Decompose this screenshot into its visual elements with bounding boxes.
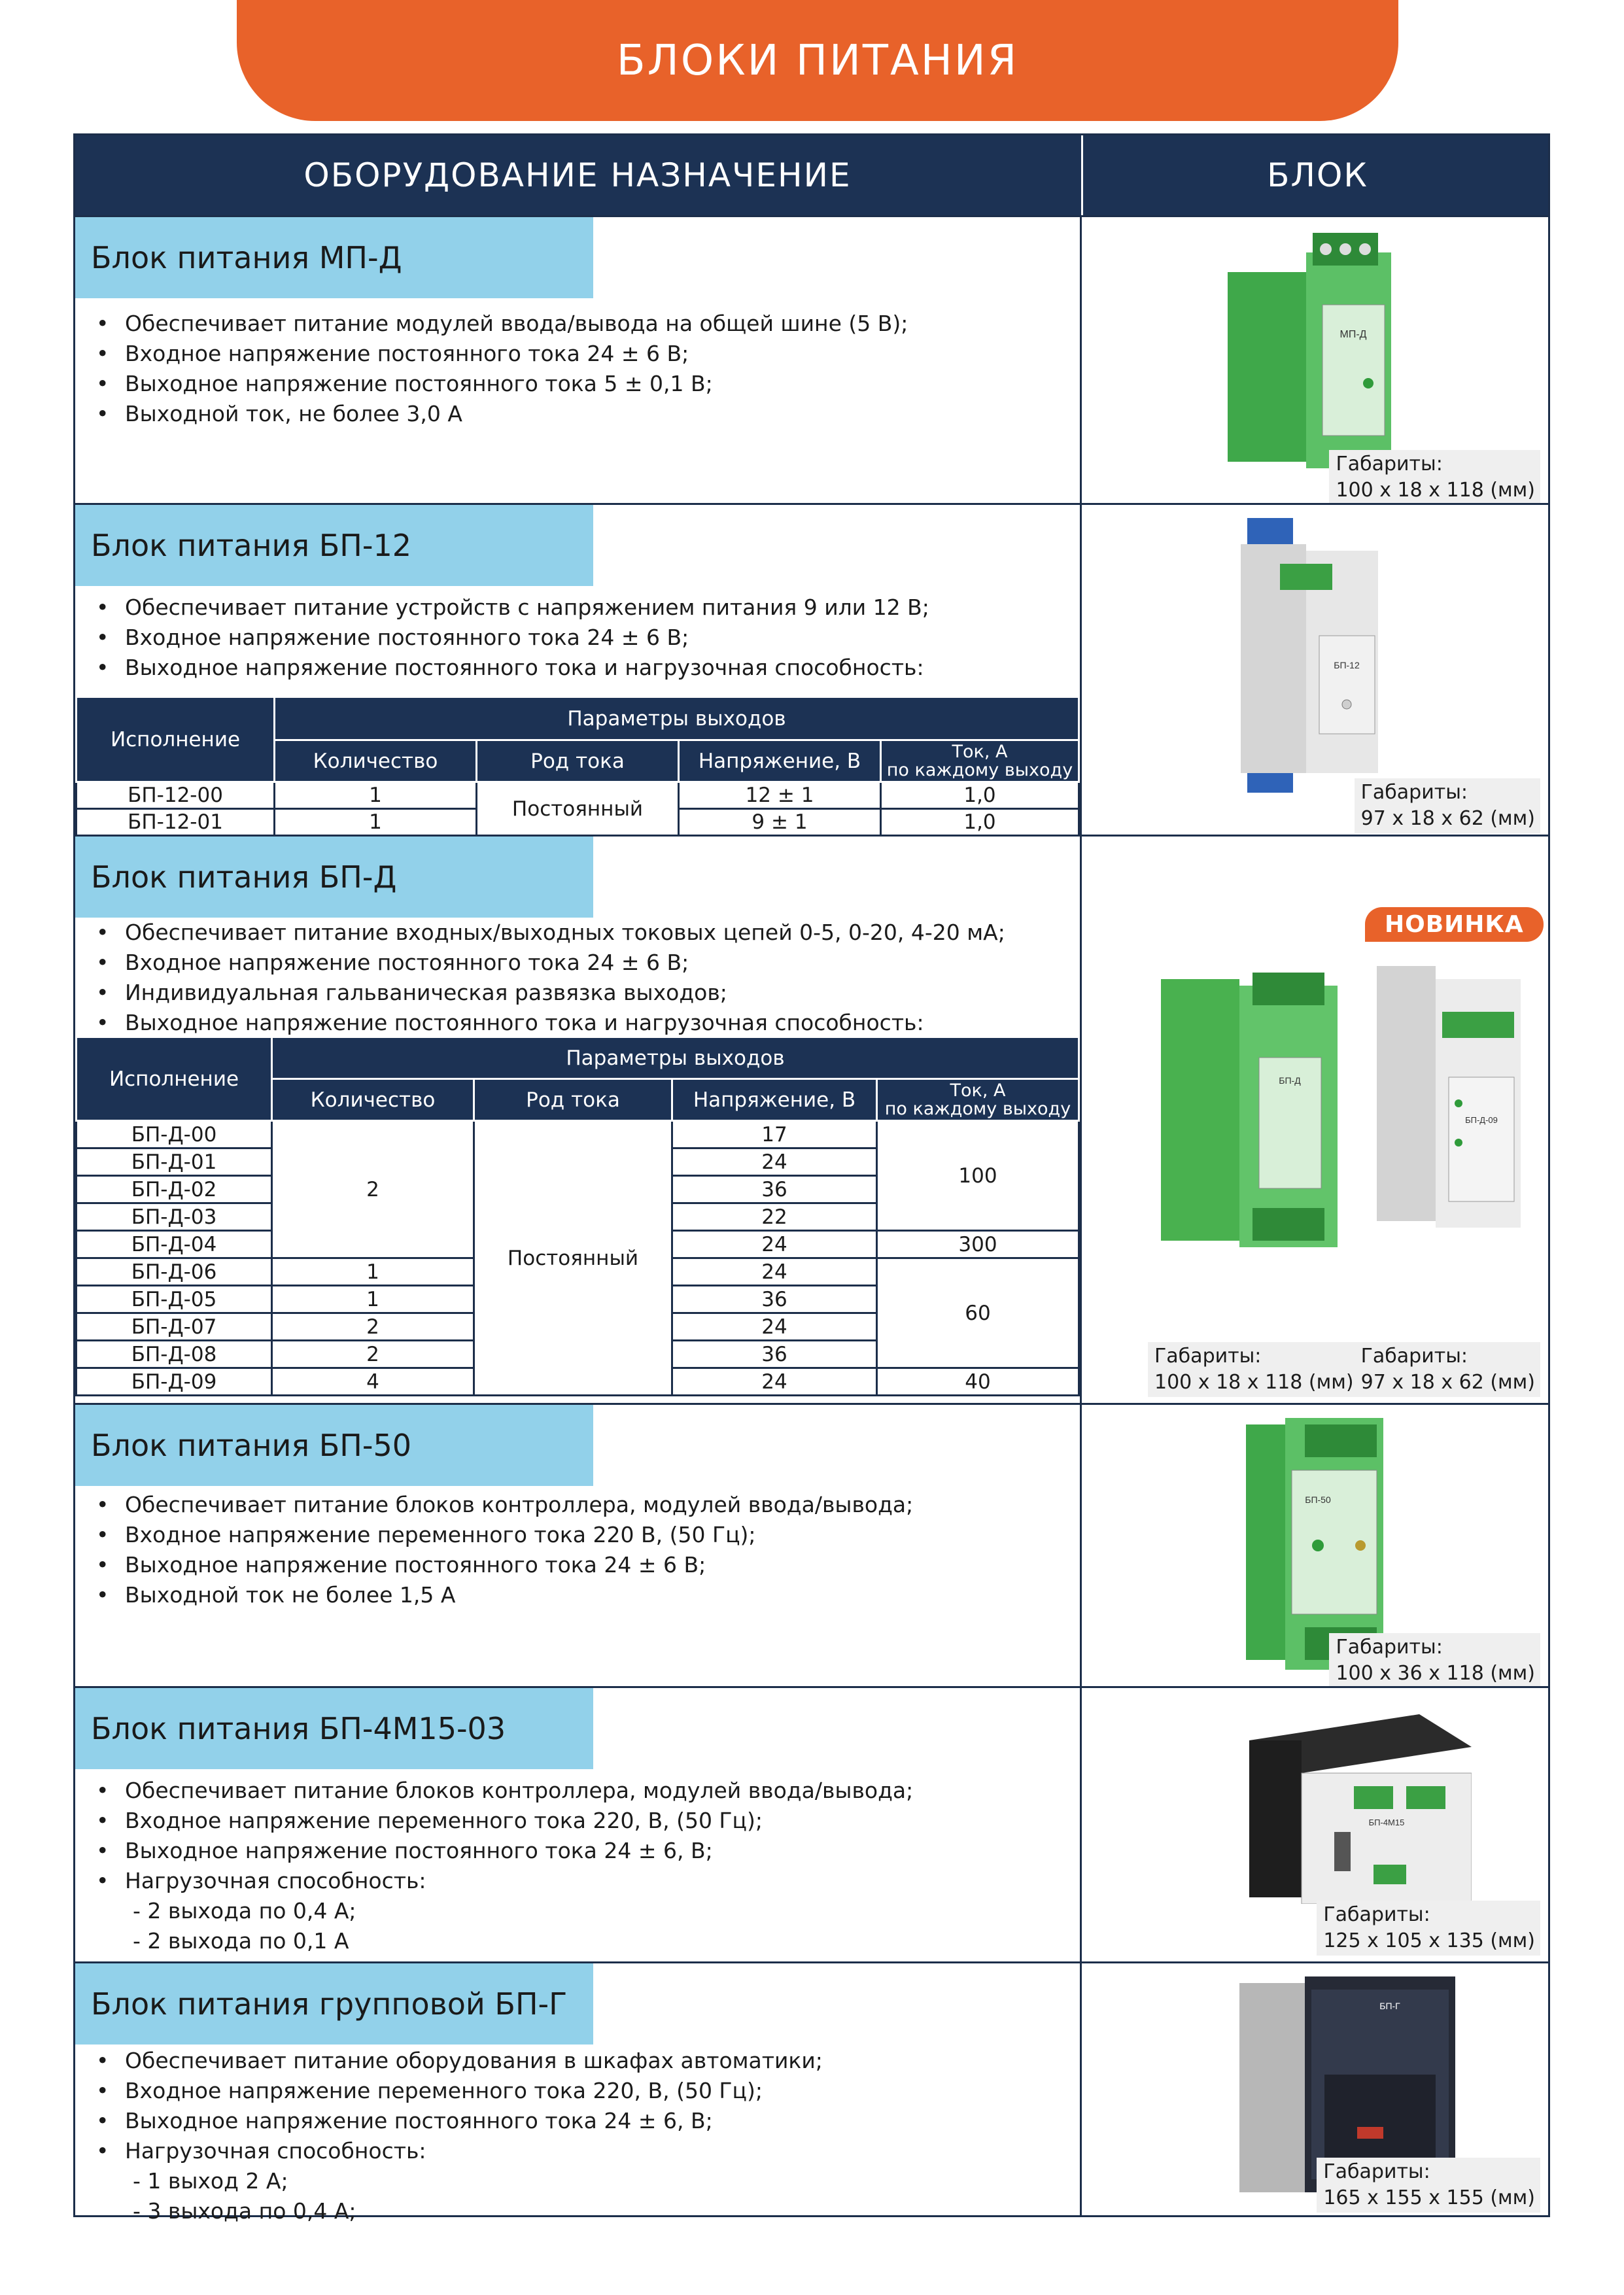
dimensions-value: 100 х 18 х 118 (мм) <box>1336 479 1535 502</box>
section-bp-4m15-03 <box>75 1686 1548 1961</box>
list-item: • Выходное напряжение постоянного тока 24 ± 6, В; <box>86 2106 823 2136</box>
feature-list <box>86 918 1005 1038</box>
th-volt: Напряжение, В <box>679 740 881 782</box>
section-mp-d <box>75 215 1548 503</box>
dimensions-value: 165 х 155 х 155 (мм) <box>1323 2186 1535 2209</box>
section-bp-50 <box>75 1403 1548 1686</box>
table-row: БП-Д-06 1 24 60 <box>77 1258 1079 1286</box>
dimensions-box-right <box>1355 1342 1540 1397</box>
products-table <box>73 133 1550 2224</box>
list-item: • Выходное напряжение постоянного тока 24 ± 6 В; <box>86 1550 913 1580</box>
table-row: БП-12-01 1 9 ± 1 1,0 <box>77 809 1079 836</box>
device-image-bp-50 <box>1246 1418 1383 1670</box>
list-item: • Обеспечивает питание блоков контроллера, модулей ввода/вывода; <box>86 1776 913 1806</box>
table-row: БП-Д-09 4 24 40 <box>77 1368 1079 1396</box>
list-item: • Входное напряжение переменного тока 220 В, (50 Гц); <box>86 1520 913 1550</box>
list-item: • Выходное напряжение постоянного тока 24 ± 6, В; <box>86 1836 913 1866</box>
device-label: БП-Д-09 <box>1465 1115 1498 1125</box>
list-item: • Выходное напряжение постоянного тока и нагрузочная способность: <box>86 1008 1005 1038</box>
dimensions-box <box>1355 778 1540 833</box>
device-image-bp-4m15 <box>1249 1714 1472 1904</box>
section-title: Блок питания МП-Д <box>75 217 593 298</box>
list-item: • Нагрузочная способность: <box>86 2136 823 2166</box>
new-badge: НОВИНКА <box>1365 907 1544 942</box>
dimensions-label: Габариты: <box>1336 453 1443 475</box>
device-label: БП-50 <box>1305 1494 1331 1505</box>
header-block: БЛОК <box>1081 135 1552 215</box>
feature-list <box>86 1776 913 1956</box>
list-subitem: - 2 выхода по 0,1 А <box>133 1928 349 1954</box>
device-label: МП-Д <box>1339 329 1367 340</box>
section-bp-g <box>75 1961 1548 2224</box>
table-header <box>75 135 1548 215</box>
section-bp-12 <box>75 503 1548 835</box>
list-subitem: - 3 выхода по 0,4 А; <box>133 2198 356 2224</box>
dimensions-value: 100 х 36 х 118 (мм) <box>1336 1662 1535 1685</box>
dimensions-value: 125 х 105 х 135 (мм) <box>1323 1929 1535 1952</box>
feature-list <box>86 309 908 429</box>
table-row: БП-Д-00 2 Постоянный 17 100 <box>77 1121 1079 1148</box>
list-item: • Нагрузочная способность: <box>86 1866 913 1896</box>
dimensions-label: Габариты: <box>1323 1903 1430 1926</box>
dimensions-value: 97 х 18 х 62 (мм) <box>1360 807 1535 830</box>
th-ispoln: Исполнение <box>77 697 275 782</box>
list-item: • Обеспечивает питание оборудования в шкафах автоматики; <box>86 2046 823 2076</box>
dimensions-label: Габариты: <box>1323 2160 1430 2183</box>
list-item: • Выходное напряжение постоянного тока и нагрузочная способность: <box>86 653 929 683</box>
device-image-mp-d <box>1221 233 1398 481</box>
list-item: • Выходное напряжение постоянного тока 5 ± 0,1 В; <box>86 369 908 399</box>
device-label: БП-Д <box>1279 1075 1301 1086</box>
dimensions-box <box>1317 1901 1540 1956</box>
list-item: • Входное напряжение постоянного тока 24 ± 6 В; <box>86 339 908 369</box>
column-divider <box>1080 215 1082 2215</box>
list-item: • Индивидуальная гальваническая развязка выходов; <box>86 978 1005 1008</box>
section-title: Блок питания БП-50 <box>75 1405 593 1486</box>
list-item: • Обеспечивает питание блоков контроллера, модулей ввода/вывода; <box>86 1490 913 1520</box>
device-image-bp-d <box>1148 953 1566 1254</box>
list-item: • Выходной ток, не более 3,0 А <box>86 399 908 429</box>
header-equipment: ОБОРУДОВАНИЕ НАЗНАЧЕНИЕ <box>303 156 852 194</box>
feature-list <box>86 1490 913 1610</box>
th-type: Род тока <box>477 740 679 782</box>
list-item: • Входное напряжение постоянного тока 24 ± 6 В; <box>86 623 929 653</box>
table-row: БП-Д-05 1 36 <box>77 1286 1079 1313</box>
dimensions-box <box>1317 2158 1540 2213</box>
page-title: БЛОКИ ПИТАНИЯ <box>237 0 1398 121</box>
list-item: • Входное напряжение переменного тока 220, В, (50 Гц); <box>86 1806 913 1836</box>
section-title: Блок питания групповой БП-Г <box>75 1963 593 2045</box>
list-item: • Выходной ток не более 1,5 А <box>86 1580 913 1610</box>
section-title: Блок питания БП-4М15-03 <box>75 1688 593 1769</box>
list-item: • Обеспечивает питание входных/выходных токовых цепей 0-5, 0-20, 4-20 мА; <box>86 918 1005 948</box>
dimensions-label: Габариты: <box>1336 1636 1443 1659</box>
table-row: БП-Д-07 2 24 <box>77 1313 1079 1341</box>
device-label: БП-12 <box>1334 660 1360 670</box>
dimensions-box <box>1329 1633 1540 1688</box>
th-qty: Количество <box>275 740 477 782</box>
table-row: БП-Д-08 2 36 <box>77 1341 1079 1368</box>
table-row: БП-Д-02 36 <box>77 1176 1079 1203</box>
list-item: • Входное напряжение постоянного тока 24 ± 6 В; <box>86 948 1005 978</box>
feature-list <box>86 2046 823 2226</box>
table-row: БП-12-00 1 Постоянный 12 ± 1 1,0 <box>77 782 1079 809</box>
list-subitem: - 2 выхода по 0,4 А; <box>133 1898 356 1924</box>
device-image-bp-12 <box>1234 518 1391 793</box>
dimensions-value: 100 х 18 х 118 (мм) <box>1154 1371 1354 1394</box>
list-subitem: - 1 выход 2 А; <box>133 2168 288 2194</box>
spec-table: Исполнение Параметры выходов Количество Род тока Напряжение, В Ток, А по каждому выходу БП-Д-00 2 Постоянный 17 100 БП-Д-01 24 БП-Д-02 36 БП-Д-03 22 БП-Д-04 24 300 БП-Д-06 1 24 60 БП-Д-05 1 36 БП-Д-07 2 24 БП-Д-08 2 36 БП-Д-09 4 24 40 <box>75 1036 1080 1396</box>
dimensions-box-left <box>1148 1342 1359 1397</box>
dimensions-label: Габариты: <box>1360 1345 1468 1368</box>
th-cur: Ток, А по каждому выходу <box>881 740 1079 782</box>
device-label: БП-Г <box>1379 2001 1400 2011</box>
th-params: Параметры выходов <box>275 697 1079 740</box>
spec-table <box>75 696 1080 837</box>
section-title: Блок питания БП-Д <box>75 837 593 918</box>
section-bp-d <box>75 835 1548 1403</box>
feature-list <box>86 593 929 683</box>
dimensions-value: 97 х 18 х 62 (мм) <box>1360 1371 1535 1394</box>
dimensions-label: Габариты: <box>1360 781 1468 804</box>
list-item: • Входное напряжение переменного тока 220, В, (50 Гц); <box>86 2076 823 2106</box>
table-row: БП-Д-01 24 <box>77 1148 1079 1176</box>
list-item: • Обеспечивает питание модулей ввода/вывода на общей шине (5 В); <box>86 309 908 339</box>
table-row: БП-Д-03 22 <box>77 1203 1079 1231</box>
list-item: • Обеспечивает питание устройств с напряжением питания 9 или 12 В; <box>86 593 929 623</box>
section-title: Блок питания БП-12 <box>75 505 593 586</box>
device-label: БП-4М15 <box>1368 1818 1405 1827</box>
dimensions-box <box>1329 450 1540 505</box>
dimensions-label: Габариты: <box>1154 1345 1262 1368</box>
table-row: БП-Д-04 24 300 <box>77 1231 1079 1258</box>
